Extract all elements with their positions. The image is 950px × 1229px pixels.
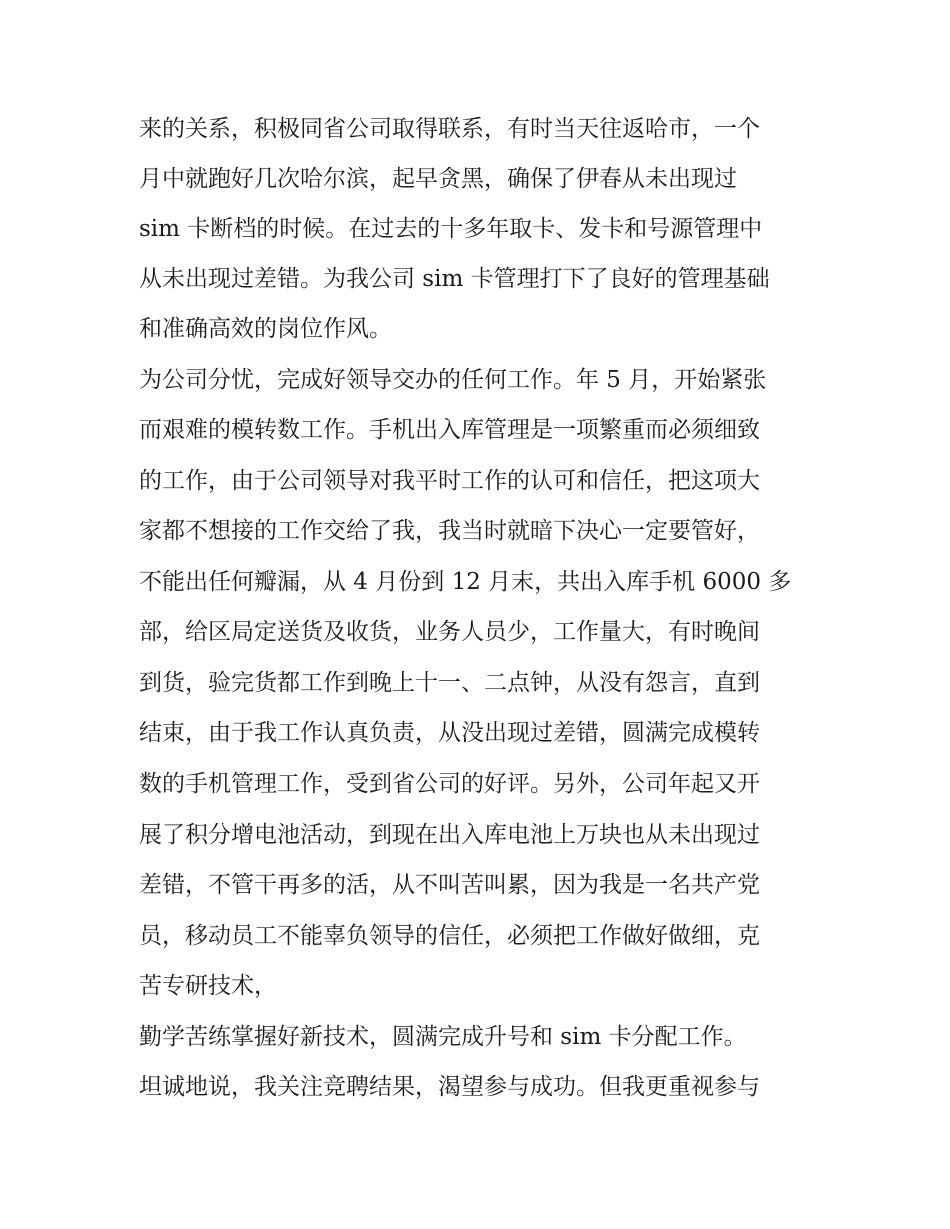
text-line: 为公司分忧，完成好领导交办的任何工作。年 5 月，开始紧张 [139, 367, 767, 393]
text-line: 员，移动员工不能辜负领导的信任，必须把工作做好做细，克 [139, 923, 760, 949]
text-line: 结束，由于我工作认真负责，从没出现过差错，圆满完成模转 [139, 720, 760, 746]
text-line: 苦专研技术， [139, 973, 277, 999]
text-line: 部，给区局定送货及收货，业务人员少，工作量大，有时晚间 [139, 619, 760, 645]
text-line: 而艰难的模转数工作。手机出入库管理是一项繁重而必须细致 [139, 417, 760, 443]
text-line: 不能出任何瓣漏，从 4 月份到 12 月末，共出入库手机 6000 多 [139, 569, 792, 595]
text-line: 勤学苦练掌握好新技术，圆满完成升号和 sim 卡分配工作。 [139, 1024, 747, 1050]
text-line: 展了积分增电池活动，到现在出入库电池上万块也从未出现过 [139, 822, 760, 848]
text-line: 和准确高效的岗位作风。 [139, 316, 392, 342]
text-line: 来的关系，积极同省公司取得联系，有时当天往返哈市，一个 [139, 116, 760, 142]
text-line: 的工作，由于公司领导对我平时工作的认可和信任，把这项大 [139, 468, 760, 494]
text-line: 数的手机管理工作，受到省公司的好评。另外，公司年起又开 [139, 771, 760, 797]
text-line: 从未出现过差错。为我公司 sim 卡管理打下了良好的管理基础 [139, 266, 770, 292]
text-line: 差错，不管干再多的活，从不叫苦叫累，因为我是一名共产党 [139, 872, 760, 898]
text-line: 家都不想接的工作交给了我，我当时就暗下决心一定要管好， [139, 518, 760, 544]
text-line: 月中就跑好几次哈尔滨，起早贪黑，确保了伊春从未出现过 [139, 166, 737, 192]
text-line: 到货，验完货都工作到晚上十一、二点钟，从没有怨言，直到 [139, 670, 760, 696]
text-line: sim 卡断档的时候。在过去的十多年取卡、发卡和号源管理中 [139, 216, 763, 242]
text-line: 坦诚地说，我关注竞聘结果，渴望参与成功。但我更重视参与 [139, 1074, 760, 1100]
